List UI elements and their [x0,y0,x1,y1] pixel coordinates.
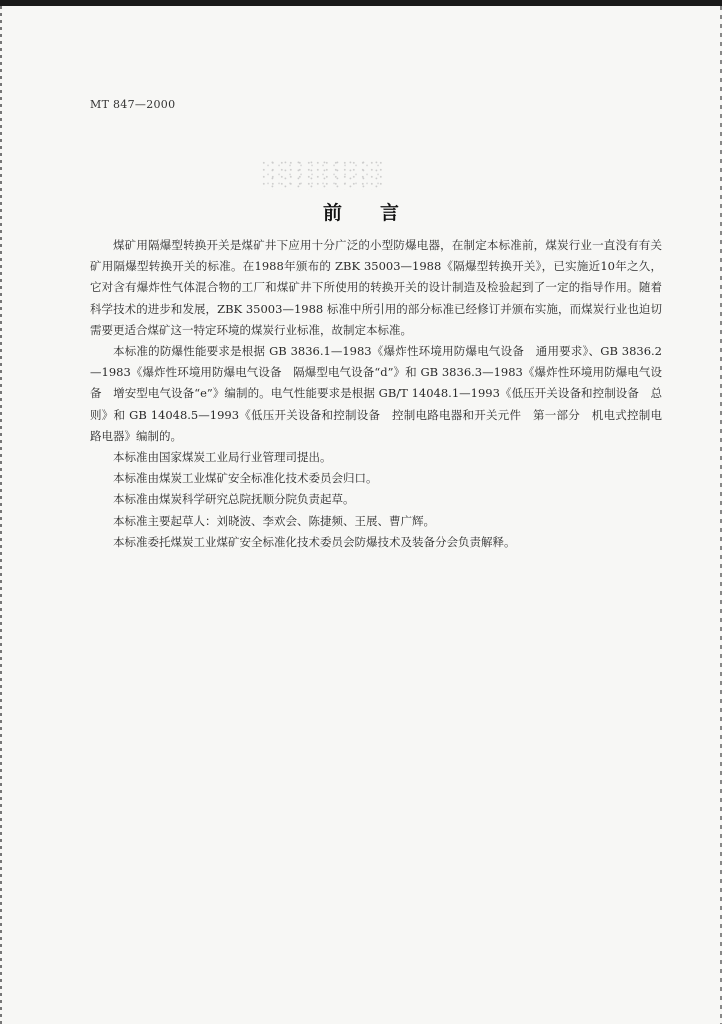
paragraph-drafting-unit: 本标准由煤炭科学研究总院抚顺分院负责起草。 [113,492,355,507]
scan-speckle [262,160,382,190]
scan-top-border [0,0,722,6]
paragraph-administrator: 本标准由煤炭工业煤矿安全标准化技术委员会归口。 [113,471,378,486]
page-title: 前言 [322,202,437,224]
document-code: MT 847—2000 [90,98,176,111]
paragraph-interpretation: 本标准委托煤炭工业煤矿安全标准化技术委员会防爆技术及装备分会负责解释。 [113,534,516,549]
paragraph-basis: 本标准的防爆性能要求是根据 GB 3836.1—1983《爆炸性环境用防爆电气设备 通用要求》、GB 3836.2—1983《爆炸性环境用防爆电气设备 隔爆型电气设备“d”》和 GB 3836.3—1983《爆炸性环境用防爆电气设备 增安型电气设备“e”》编制的。电气性能要求是根据 GB/T 14048.1—1993《低压开关设备和控制设备 总则》和 GB 14048.5—1993《低压开关设备和控制设备 控制电路电器和开关元件 第一部分 机电式控制电路电器》编制的。 [90,344,662,443]
paragraph-drafters: 本标准主要起草人：刘晓波、李欢会、陈捷频、王展、曹广辉。 [113,513,435,528]
scan-left-edge [0,6,2,1024]
foreword-body [90,235,662,553]
paragraph-background: 煤矿用隔爆型转换开关是煤矿井下应用十分广泛的小型防爆电器，在制定本标准前，煤炭行业一直没有有关矿用隔爆型转换开关的标准。在1988年颁布的 ZBK 35003—1988《隔爆型转换开关》，已实施近10年之久，它对含有爆炸性气体混合物的工厂和煤矿井下所使用的转换开关的设计制造及检验起到了一定的指导作用。随着科学技术的进步和发展，ZBK 35003—1988 标准中所引用的部分标准已经修订并颁布实施，而煤炭行业也迫切需要更适合煤矿这一特定环境的煤炭行业标准，故制定本标准。 [90,238,662,337]
paragraph-proposer: 本标准由国家煤炭工业局行业管理司提出。 [113,450,332,465]
